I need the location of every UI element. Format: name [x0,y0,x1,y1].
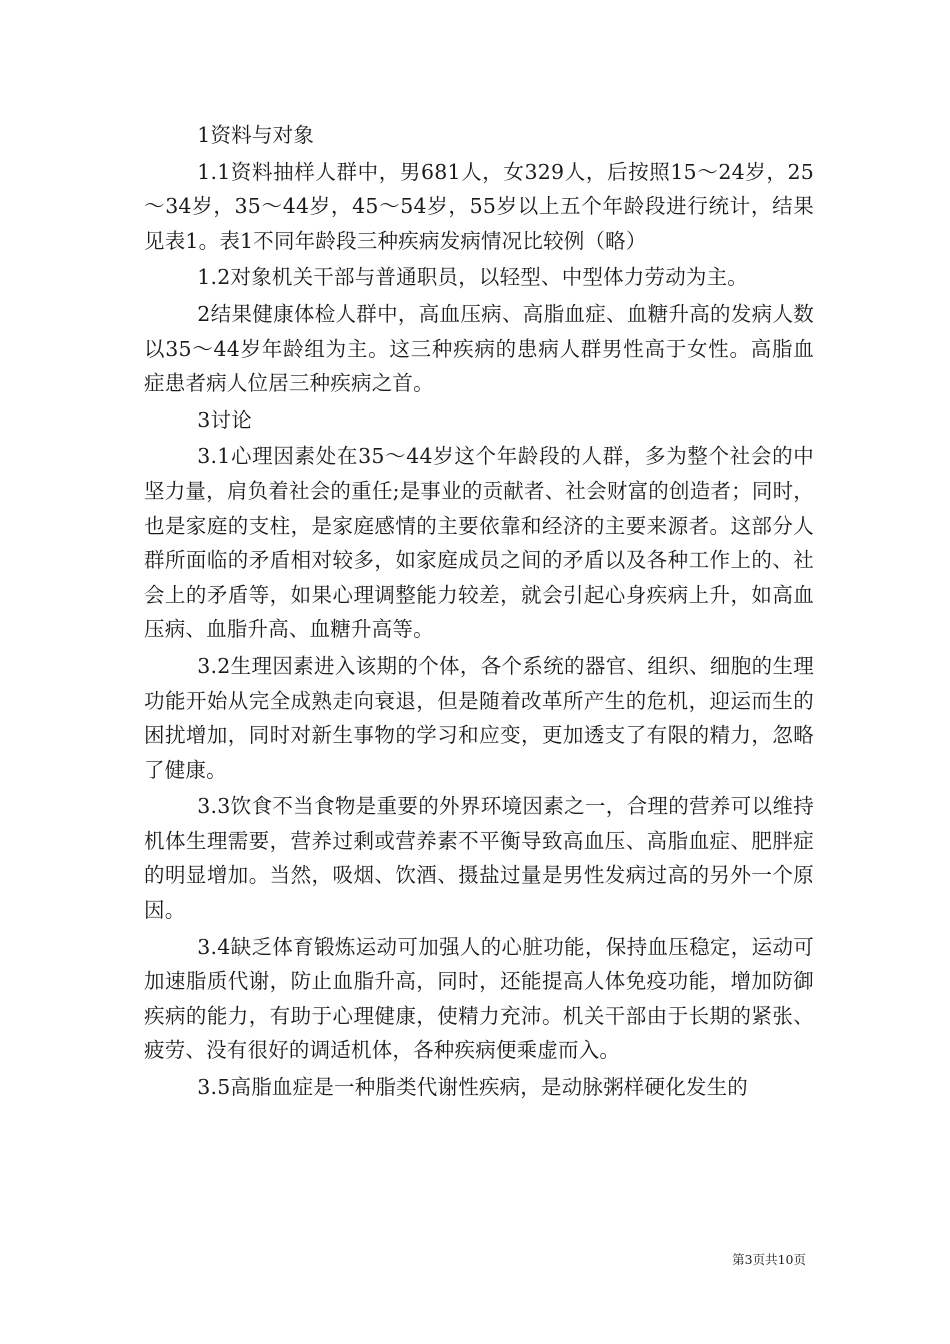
paragraph-3-2: 3.2生理因素进入该期的个体，各个系统的器官、组织、细胞的生理功能开始从完全成熟走向衰退，但是随着改革所产生的危机，迎运而生的困扰增加，同时对新生事物的学习和应变，更加透支了有限的精力，忽略了健康。 [144,653,814,782]
paragraph-1-1: 1.1资料抽样人群中，男681人，女329人，后按照15～24岁，25～34岁，35～44岁，45～54岁，55岁以上五个年龄段进行统计，结果见表1。表1不同年龄段三种疾病发病情况比较例（略） [144,159,814,253]
heading-discussion: 3讨论 [197,407,252,432]
paragraph-3-3: 3.3饮食不当食物是重要的外界环境因素之一，合理的营养可以维持机体生理需要，营养过剩或营养素不平衡导致高血压、高脂血症、肥胖症的明显增加。当然，吸烟、饮酒、摄盐过量是男性发病过高的另外一个原因。 [144,794,814,923]
paragraph-3-5: 3.5高脂血症是一种脂类代谢性疾病，是动脉粥样硬化发生的 [197,1075,748,1100]
paragraph-results: 2结果健康体检人群中，高血压病、高脂血症、血糖升高的发病人数以35～44岁年龄组为主。这三种疾病的患病人群男性高于女性。高脂血症患者病人位居三种疾病之首。 [144,301,814,396]
paragraph-3-1: 3.1心理因素处在35～44岁这个年龄段的人群，多为整个社会的中坚力量，肩负着社会的重任;是事业的贡献者、社会财富的创造者；同时，也是家庭的支柱，是家庭感情的主要依靠和经济的主要来源者。这部分人群所面临的矛盾相对较多，如家庭成员之间的矛盾以及各种工作上的、社会上的矛盾等，如果心理调整能力较差，就会引起心身疾病上升，如高血压病、血脂升高、血糖升高等。 [144,444,814,642]
paragraph-1-2: 1.2对象机关干部与普通职员，以轻型、中型体力劳动为主。 [197,265,748,290]
document-body [144,118,814,1107]
heading-materials: 1资料与对象 [197,123,315,147]
paragraph-3-4: 3.4缺乏体育锻炼运动可加强人的心脏功能，保持血压稳定，运动可加速脂质代谢，防止血脂升高，同时，还能提高人体免疫功能，增加防御疾病的能力，有助于心理健康，使精力充沛。机关干部由于长期的紧张、疲劳、没有很好的调适机体，各种疾病便乘虚而入。 [144,934,814,1063]
page-number: 第3页共10页 [732,1252,806,1267]
